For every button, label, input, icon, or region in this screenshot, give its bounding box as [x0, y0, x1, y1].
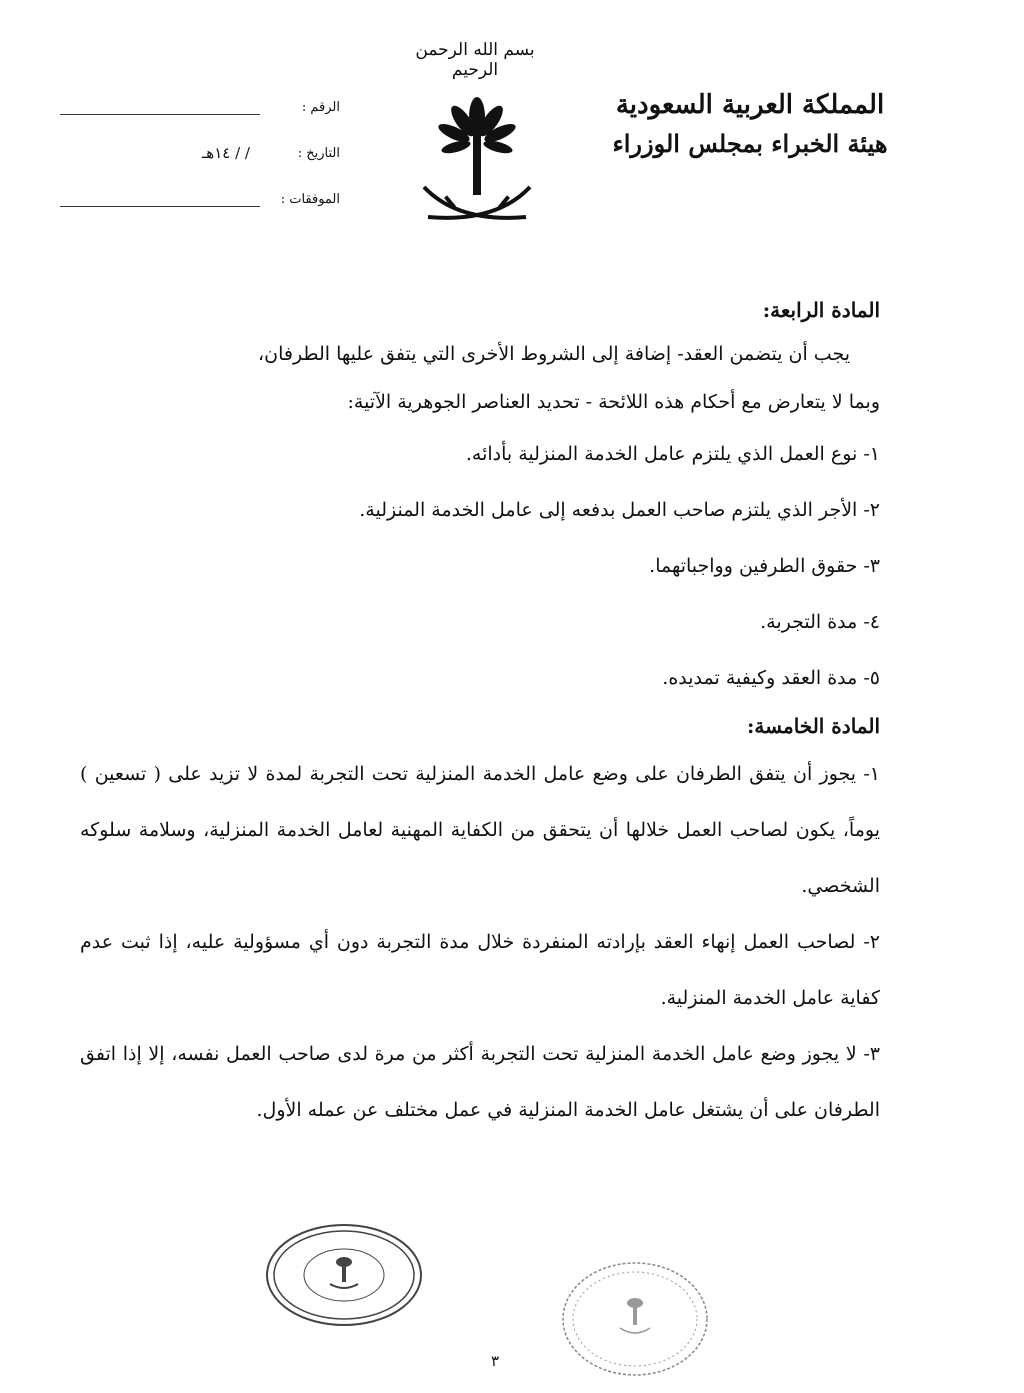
- reference-block: [40, 100, 340, 238]
- article5-item: ١- يجوز أن يتفق الطرفان على وضع عامل الخدمة المنزلية تحت التجربة لمدة لا تزيد على ( تسعين ) يوماً، يكون لصاحب العمل خلالها أن يتحقق من الكفاية المهنية لعامل الخدمة المنزلية، وسلامة سلوكه الشخصي.: [80, 763, 880, 897]
- attachments-line: [60, 206, 260, 207]
- date-row: [40, 146, 340, 192]
- article4-item: ٣- حقوق الطرفين وواجباتهما.: [649, 555, 880, 577]
- article4-item: ٢- الأجر الذي يلتزم صاحب العمل بدفعه إلى عامل الخدمة المنزلية.: [359, 499, 880, 521]
- official-seal-stamp: [264, 1222, 424, 1328]
- article4-item: ٤- مدة التجربة.: [760, 611, 880, 633]
- document-body: [80, 290, 880, 1138]
- attachments-row: [40, 192, 340, 238]
- ref-row: [40, 100, 340, 146]
- article5-item: ٢- لصاحب العمل إنهاء العقد بإرادته المنفردة خلال مدة التجربة دون أي مسؤولية عليه، إذا ثبت عدم كفاية عامل الخدمة المنزلية.: [80, 931, 880, 1009]
- basmala: بسم الله الرحمن الرحيم: [415, 40, 535, 80]
- article4-heading: المادة الرابعة:: [762, 298, 880, 322]
- article4-item: ١- نوع العمل الذي يلتزم عامل الخدمة المنزلية بأدائه.: [465, 443, 880, 465]
- faint-seal-stamp: [560, 1260, 710, 1378]
- org-line2: هيئة الخبراء بمجلس الوزراء: [612, 129, 888, 158]
- attachments-label: الموفقات :: [280, 192, 340, 207]
- ref-label: الرقم :: [301, 100, 340, 115]
- org-line1: المملكة العربية السعودية: [615, 90, 885, 120]
- article4-item: ٥- مدة العقد وكيفية تمديده.: [662, 667, 880, 689]
- organization-header: [590, 85, 910, 163]
- page-number: ٣: [490, 1352, 500, 1370]
- article5-heading: المادة الخامسة:: [747, 714, 880, 738]
- saudi-emblem-icon: [418, 95, 536, 230]
- ref-line: [60, 114, 260, 115]
- article5-item: ٣- لا يجوز وضع عامل الخدمة المنزلية تحت التجربة أكثر من مرة لدى صاحب العمل نفسه، إلا إذا اتفق الطرفان على أن يشتغل عامل الخدمة المنزلية في عمل مختلف عن عمله الأول.: [80, 1043, 880, 1121]
- date-value: / / ١٤هـ: [201, 144, 250, 162]
- article4-intro-line1: يجب أن يتضمن العقد- إضافة إلى الشروط الأخرى التي يتفق عليها الطرفان،: [257, 343, 850, 365]
- article4-intro-line2: وبما لا يتعارض مع أحكام هذه اللائحة - تحديد العناصر الجوهرية الآتية:: [347, 391, 880, 413]
- date-label: التاريخ :: [297, 146, 340, 161]
